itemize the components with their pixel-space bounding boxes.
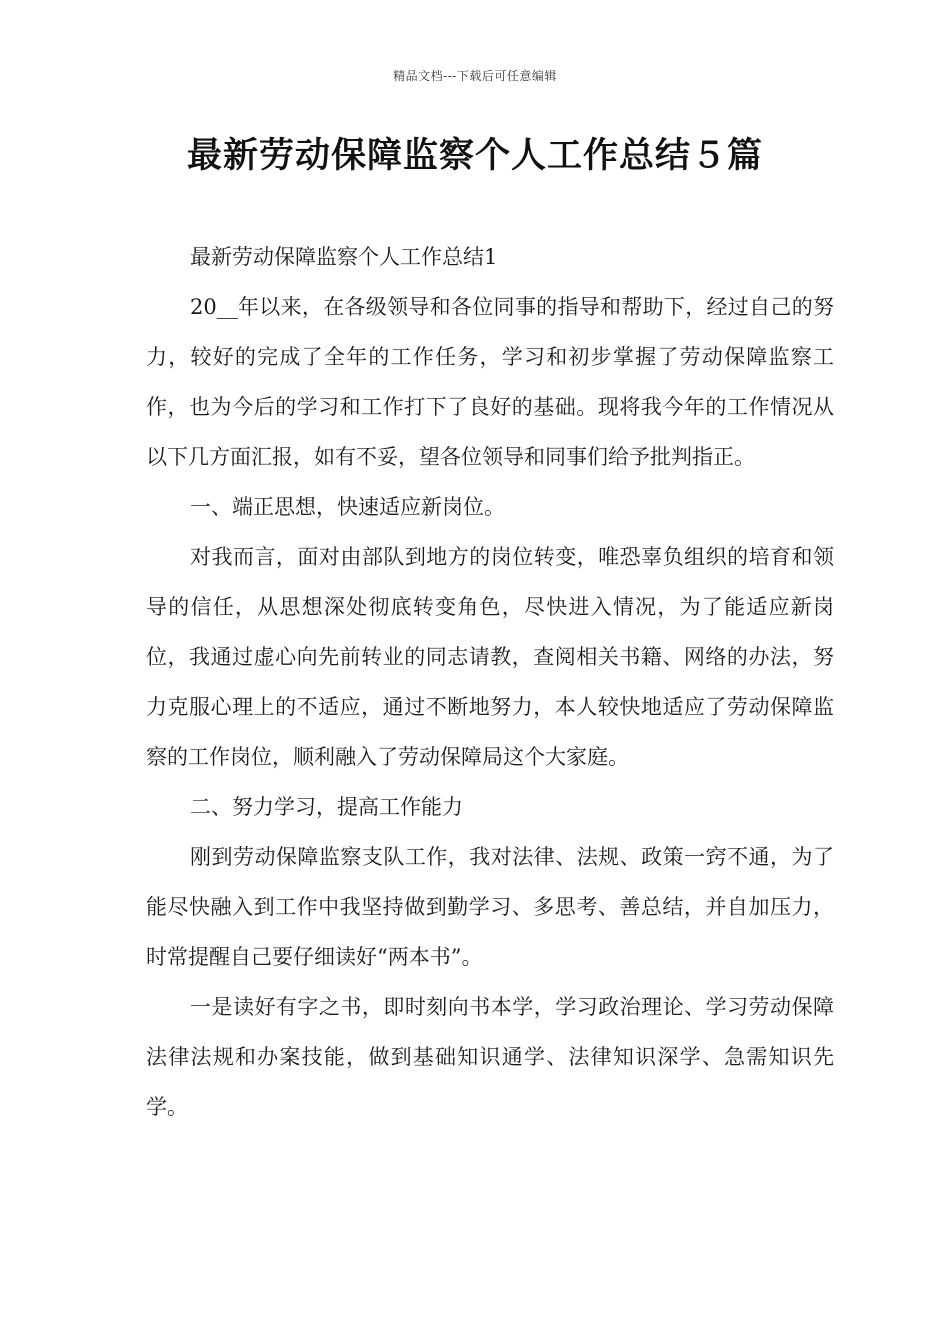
body-paragraph: 对我而言，面对由部队到地方的岗位转变，唯恐辜负组织的培育和领导的信任，从思想深处彻底转变角色，尽快进入情况，为了能适应新岗位，我通过虚心向先前转业的同志请教，查阅相关书籍、网络的办法，努力克服心理上的不适应，通过不断地努力，本人较快地适应了劳动保障监察的工作岗位，顺利融入了劳动保障局这个大家庭。 bbox=[146, 545, 834, 769]
section-heading: 最新劳动保障监察个人工作总结1 bbox=[190, 245, 498, 269]
body-paragraph: 一是读好有字之书，即时刻向书本学，学习政治理论、学习劳动保障法律法规和办案技能，做到基础知识通学、法律知识深学、急需知识先学。 bbox=[146, 995, 834, 1119]
body-paragraph: 刚到劳动保障监察支队工作，我对法律、法规、政策一窍不通，为了能尽快融入到工作中我坚持做到勤学习、多思考、善总结，并自加压力，时常提醒自己要仔细读好“两本书”。 bbox=[146, 845, 834, 969]
section-heading: 一、端正思想，快速适应新岗位。 bbox=[190, 495, 505, 519]
document-body bbox=[146, 232, 834, 1132]
document-title: 最新劳动保障监察个人工作总结５篇 bbox=[186, 136, 763, 176]
header-note: 精品文档---下载后可任意编辑 bbox=[393, 69, 557, 83]
section-heading: 二、努力学习，提高工作能力 bbox=[190, 795, 463, 819]
body-paragraph: 20__年以来，在各级领导和各位同事的指导和帮助下，经过自己的努力，较好的完成了全年的工作任务，学习和初步掌握了劳动保障监察工作，也为今后的学习和工作打下了良好的基础。现将我今年的工作情况从以下几方面汇报，如有不妥，望各位领导和同事们给予批判指正。 bbox=[146, 295, 834, 469]
